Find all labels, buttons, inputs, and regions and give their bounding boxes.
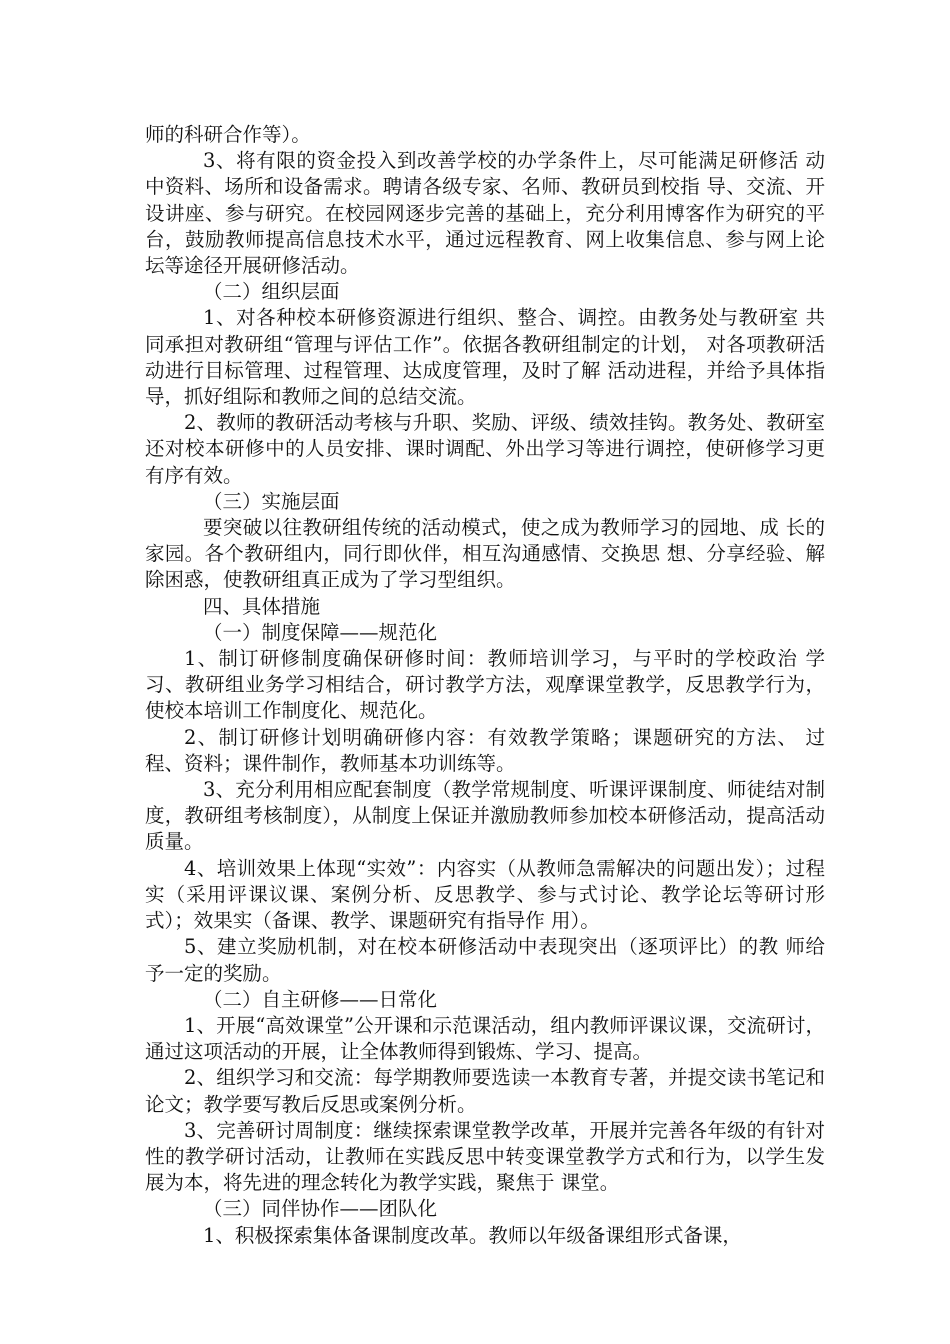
paragraph-peer-1: 1、积极探索集体备课制度改革。教师以年级备课组形式备课， bbox=[203, 1223, 742, 1247]
paragraph-continuation: 师的科研合作等）。 bbox=[145, 123, 311, 146]
paragraph-self-2: 2、组织学习和交流：每学期教师要选读一本教育专著，并提交读书笔记和论文；教学要写教后反思或案例分析。 bbox=[145, 1066, 825, 1116]
paragraph-implementation: 要突破以往教研组传统的活动模式，使之成为教师学习的园地、成 长的家园。各个教研组内，同行即伙伴，相互沟通感情、交换思 想、分享经验、解除困惑，使教研组真正成为了学习型组织。 bbox=[145, 516, 825, 592]
paragraph-system-1: 1、制订研修制度确保研修时间：教师培训学习，与平时的学校政治 学习、教研组业务学习相结合，研讨教学方法，观摩课堂教学，反思教学行为，使校本培训工作制度化、规范化。 bbox=[145, 647, 825, 723]
heading-system-guarantee: （一）制度保障——规范化 bbox=[203, 620, 438, 644]
paragraph-self-1: 1、开展“高效课堂”公开课和示范课活动，组内教师评课议课，交流研讨，通过这项活动的开展，让全体教师得到锻炼、学习、提高。 bbox=[145, 1013, 825, 1064]
paragraph-system-4: 4、培训效果上体现“实效”：内容实（从教师急需解决的问题出发）；过程实（采用评课议课、案例分析、反思教学、参与式讨论、教学论坛等研讨形式）；效果实（备课、教学、课题研究有指导作 用）。 bbox=[145, 856, 825, 933]
paragraph-funding: 3、将有限的资金投入到改善学校的办学条件上，尽可能满足研修活 动中资料、场所和设备需求。聘请各级专家、名师、教研员到校指 导、交流、开设讲座、参与研究。在校园网逐步完善的基础上，充分利用博客作为研究的平台，鼓励教师提高信息技术水平，通过远程教育、网上收集信息、参与网上论坛等途径开展研修活动。 bbox=[145, 149, 825, 278]
heading-self-study: （二）自主研修——日常化 bbox=[203, 987, 438, 1011]
paragraph-system-5: 5、建立奖励机制，对在校本研修活动中表现突出（逐项评比）的教 师给予一定的奖励。 bbox=[145, 935, 825, 985]
heading-implementation-level: （三）实施层面 bbox=[203, 489, 340, 513]
heading-specific-measures: 四、具体措施 bbox=[203, 594, 321, 618]
paragraph-organization-2: 2、教师的教研活动考核与升职、奖励、评级、绩效挂钩。教务处、教研室还对校本研修中的人员安排、课时调配、外出学习等进行调控，使研修学习更有序有效。 bbox=[145, 411, 825, 487]
paragraph-system-3: 3、充分利用相应配套制度（教学常规制度、听课评课制度、师徒结对制度，教研组考核制度），从制度上保证并激励教师参加校本研修活动，提高活动质量。 bbox=[145, 778, 825, 854]
heading-organization-level: （二）组织层面 bbox=[203, 280, 340, 304]
paragraph-system-2: 2、制订研修计划明确研修内容：有效教学策略；课题研究的方法、 过程、资料；课件制作，教师基本功训练等。 bbox=[145, 725, 825, 775]
document-body bbox=[145, 122, 825, 1249]
paragraph-organization-1: 1、对各种校本研修资源进行组织、整合、调控。由教务处与教研室 共同承担对教研组“管理与评估工作”。依据各教研组制定的计划， 对各项教研活动进行目标管理、过程管理、达成度管理，及时了解 活动进程，并给予具体指导，抓好组际和教师之间的总结交流。 bbox=[145, 306, 825, 409]
paragraph-self-3: 3、完善研讨周制度：继续探索课堂教学改革，开展并完善各年级的有针对性的教学研讨活动，让教师在实践反思中转变课堂教学方式和行为，以学生发展为本，将先进的理念转化为教学实践，聚焦于 课堂。 bbox=[145, 1118, 825, 1195]
heading-peer-collaboration: （三）同伴协作——团队化 bbox=[203, 1197, 438, 1221]
